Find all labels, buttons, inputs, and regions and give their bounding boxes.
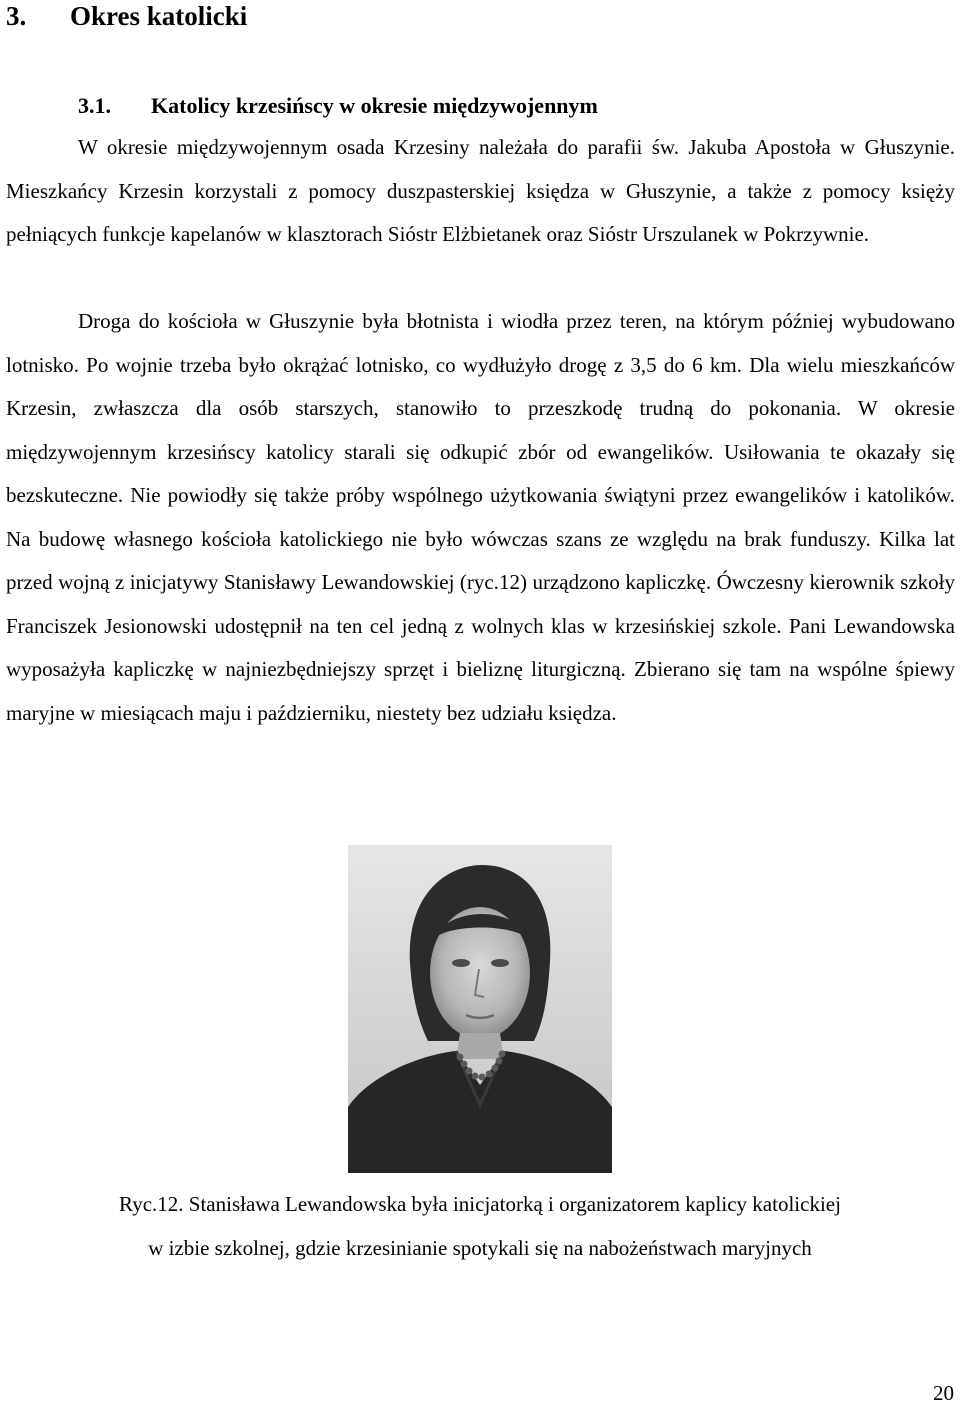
section-number: 3.1. <box>78 93 111 118</box>
portrait-illustration <box>348 845 612 1173</box>
paragraph-1: W okresie międzywojennym osada Krzesiny należała do parafii św. Jakuba Apostoła w Głuszynie. Mieszkańcy Krzesin korzystali z pomocy duszpasterskiej księdza w Głuszynie, a także z pomocy księży pełniących funkcje kapelanów w klasztorach Sióstr Elżbietanek oraz Sióstr Urszulanek w Pokrzywnie. <box>6 135 955 246</box>
figure-caption-line-2: w izbie szkolnej, gdzie krzesinianie spotykali się na nabożeństwach maryjnych <box>148 1236 812 1260</box>
section-title <box>78 90 598 122</box>
page-number: 20 <box>933 1381 954 1405</box>
figure-caption-line-1: Ryc.12. Stanisława Lewandowska była inicjatorką i organizatorem kaplicy katolickiej <box>119 1192 841 1216</box>
section-title-text: Katolicy krzesińscy w okresie międzywojennym <box>151 93 598 118</box>
chapter-number: 3. <box>6 1 27 31</box>
portrait-photo <box>348 845 612 1173</box>
chapter-title <box>6 0 247 34</box>
chapter-title-text: Okres katolicki <box>70 1 248 31</box>
paragraph-2: Droga do kościoła w Głuszynie była błotnista i wiodła przez teren, na którym później wybudowano lotnisko. Po wojnie trzeba było okrążać lotnisko, co wydłużyło drogę z 3,5 do 6 km. Dla wielu mieszkańców Krzesin, zwłaszcza dla osób starszych, stanowiło to przeszkodę trudną do pokonania. W okresie międzywojennym krzesińscy katolicy starali się odkupić zbór od ewangelików. Usiłowania te okazały się bezskuteczne. Nie powiodły się także próby wspólnego użytkowania świątyni przez ewangelików i katolików. Na budowę własnego kościoła katolickiego nie było wówczas szans ze względu na brak funduszy. Kilka lat przed wojną z inicjatywy Stanisławy Lewandowskiej (ryc.12) urządzono kapliczkę. Ówczesny kierownik szkoły Franciszek Jesionowski udostępnił na ten cel jedną z wolnych klas w krzesińskiej szkole. Pani Lewandowska wyposażyła kapliczkę w najniezbędniejszy sprzęt i bieliznę liturgiczną. Zbierano się tam na wspólne śpiewy maryjne w miesiącach maju i październiku, niestety bez udziału księdza. <box>6 309 955 725</box>
